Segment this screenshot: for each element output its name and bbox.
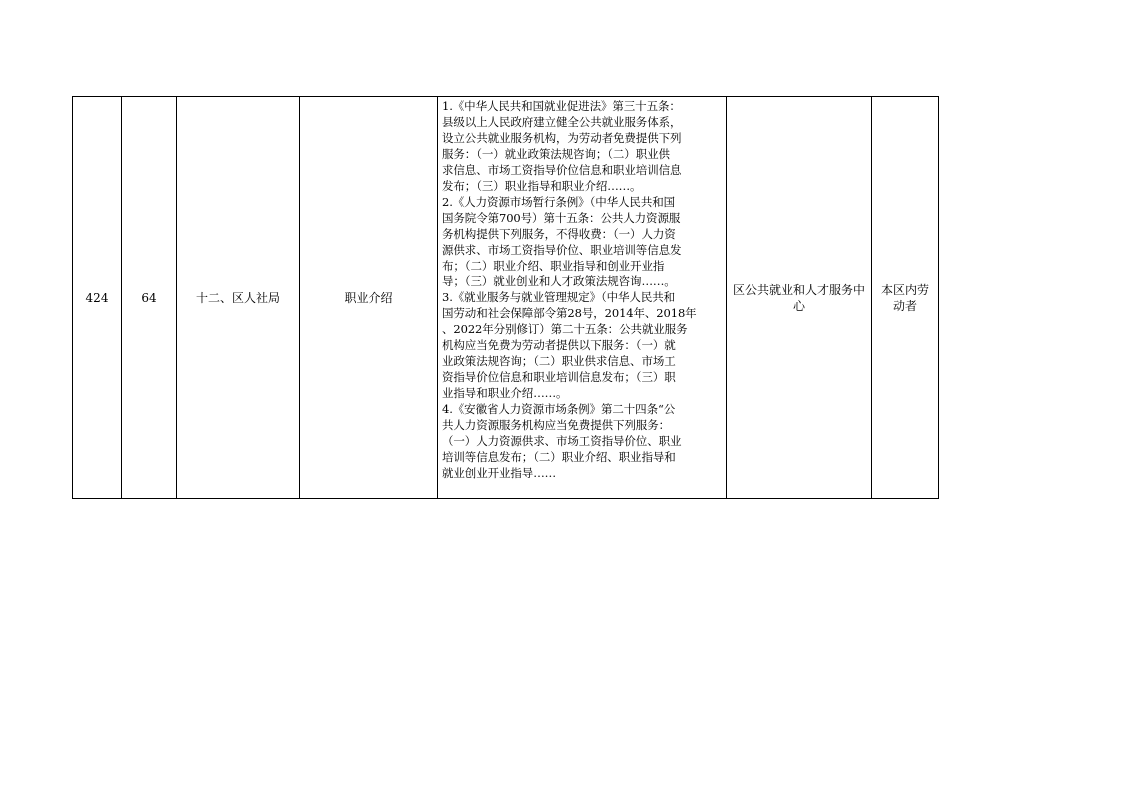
- basis-line: 导；（三）就业创业和人才政策法规咨询……。: [442, 274, 676, 289]
- basis-line: （一）人力资源供求、市场工资指导价位、职业: [442, 434, 682, 449]
- basis-line: 业指导和职业介绍……。: [442, 386, 568, 401]
- basis-line: 务机构提供下列服务，不得收费：（一）人力资: [442, 226, 676, 241]
- legal-basis-cell: [438, 97, 727, 499]
- basis-line: 2.《人力资源市场暂行条例》（中华人民共和国: [442, 194, 676, 209]
- item-number-cell: 64: [122, 97, 177, 499]
- implementing-body-cell: 区公共就业和人才服务中心: [727, 97, 872, 499]
- table-row: [73, 97, 939, 499]
- basis-line: 培训等信息发布；（二）职业介绍、职业指导和: [442, 449, 676, 464]
- service-target-cell: 本区内劳动者: [872, 97, 939, 499]
- basis-line: 业政策法规咨询；（二）职业供求信息、市场工: [442, 354, 676, 369]
- basis-line: 县级以上人民政府建立健全公共就业服务体系，: [442, 114, 682, 129]
- basis-line: 服务：（一）就业政策法规咨询；（二）职业供: [442, 146, 670, 161]
- basis-line: 求信息、市场工资指导价位信息和职业培训信息: [442, 162, 682, 177]
- service-list-table: [72, 96, 939, 499]
- basis-line: 布；（二）职业介绍、职业指导和创业开业指: [442, 258, 665, 273]
- basis-line: 发布；（三）职业指导和职业介绍……。: [442, 178, 642, 193]
- basis-line: 就业创业开业指导……: [442, 465, 556, 480]
- basis-line: 4.《安徽省人力资源市场条例》第二十四条“公: [442, 402, 676, 417]
- basis-line: 设立公共就业服务机构，为劳动者免费提供下列: [442, 130, 682, 145]
- total-number-cell: 424: [73, 97, 122, 499]
- basis-line: 、2022年分别修订）第二十五条：公共就业服务: [442, 322, 688, 337]
- department-cell: 十二、区人社局: [177, 97, 300, 499]
- basis-line: 3.《就业服务与就业管理规定》（中华人民共和: [442, 290, 676, 305]
- basis-line: 国务院令第700号）第十五条：公共人力资源服: [442, 210, 681, 225]
- basis-line: 机构应当免费为劳动者提供以下服务：（一）就: [442, 338, 676, 353]
- basis-line: 1.《中华人民共和国就业促进法》第三十五条：: [442, 99, 681, 113]
- basis-line: 国劳动和社会保障部令第28号，2014年、2018年: [442, 306, 697, 321]
- basis-line: 共人力资源服务机构应当免费提供下列服务：: [442, 418, 670, 433]
- basis-line: 资指导价位信息和职业培训信息发布；（三）职: [442, 370, 676, 385]
- basis-line: 源供求、市场工资指导价位、职业培训等信息发: [442, 242, 682, 257]
- service-name-cell: 职业介绍: [300, 97, 438, 499]
